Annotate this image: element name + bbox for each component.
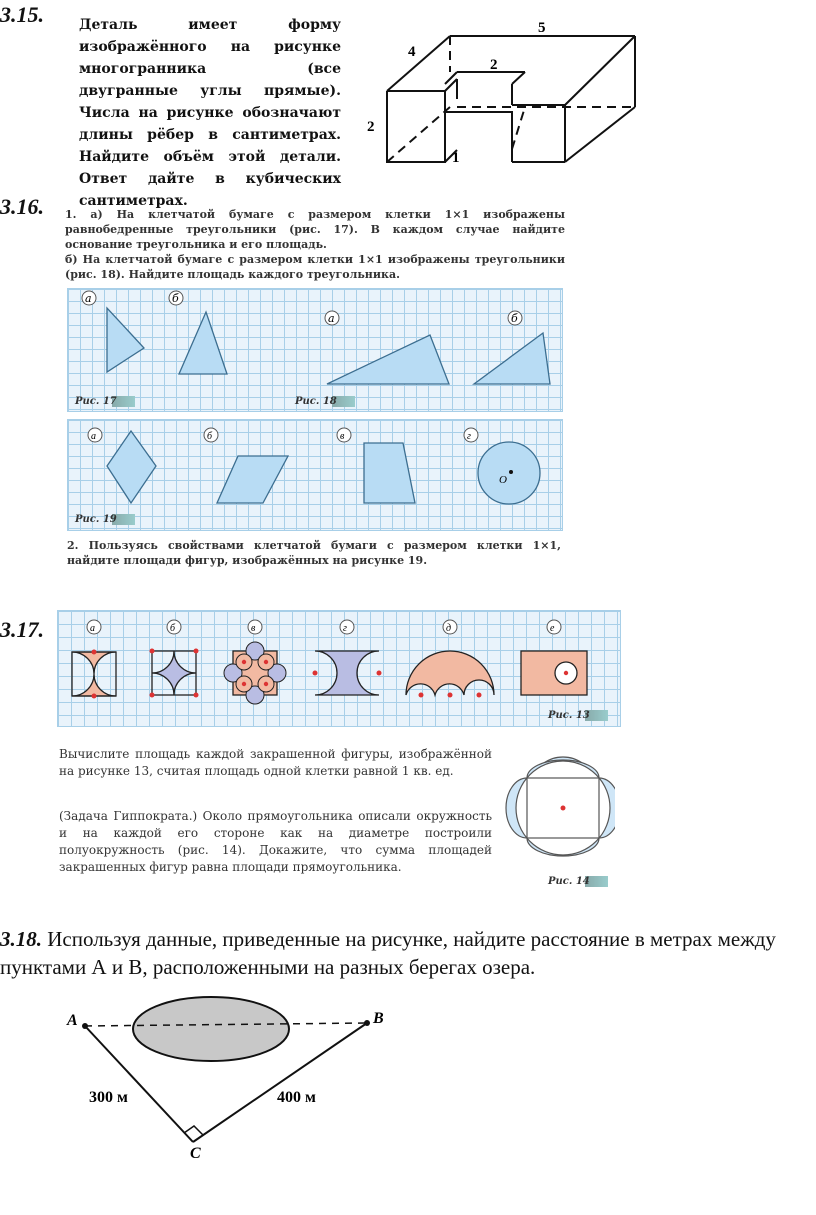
problem-number-315: 3.15. [0, 2, 44, 27]
point-a-label: A [67, 1012, 78, 1029]
label-19v: в [340, 431, 345, 442]
label-point-o: O [499, 474, 507, 486]
label-13v: в [251, 623, 256, 634]
edge-label-5: 5 [538, 20, 546, 36]
label-19g: г [467, 431, 471, 442]
problem-number-316: 3.16. [0, 194, 44, 219]
caption-fig-18: Рис. 18 [295, 396, 355, 407]
fig-19-shapes [67, 419, 561, 529]
polyhedron-figure [360, 14, 660, 174]
edge-label-2-top: 2 [490, 57, 498, 73]
task-1-text: 1. а) На клетчатой бумаге с размером клетки 1×1 изображены равнобедренные треугольники (рис. 17). В каждом случае найдите основание треугольника и его площадь. б) На клетчатой бумаге с размером клетки 1×1 изображены треугольники (рис. 18). Найдите площадь каждого треугольника. [65, 208, 565, 281]
label-17b: б [172, 292, 179, 305]
fig-13-shapes [57, 610, 619, 725]
caption-fig-13: Рис. 13 [548, 710, 608, 721]
label-18b: б [511, 312, 518, 325]
fig-14-hippocrates [505, 740, 615, 875]
point-c-label: C [190, 1145, 201, 1162]
problem-318-text: Используя данные, приведенные на рисунке, найдите расстояние в метрах между пунктами А и В, расположенными на разных берегах озера. [0, 927, 776, 979]
problem-318 [0, 925, 816, 981]
problem-315-text: Деталь имеет форму изображённого на рисунке многогранника (все двугранные углы прямые). Числа на рисунке обозначают длины рёбер в сантиметрах. Найдите объём этой детали. Ответ дайте в кубических сантиметрах. [79, 17, 341, 209]
label-19a: а [91, 431, 96, 442]
problem-317-text-2: (Задача Гиппократа.) Около прямоугольника описали окружность и на каждой его стороне как на диаметре построили полуокружность (рис. 14). Докажите, что сумма площадей закрашенных фигур равна площади прямоугольника. [59, 809, 492, 874]
side-bc-label: 400 м [277, 1089, 316, 1106]
caption-fig-14: Рис. 14 [548, 876, 608, 887]
problem-number-318: 3.18. [0, 927, 42, 951]
label-13d: д [446, 623, 452, 634]
label-13a: а [90, 623, 95, 634]
caption-fig-17: Рис. 17 [75, 396, 135, 407]
label-13b: б [170, 623, 176, 634]
side-ac-label: 300 м [89, 1089, 128, 1106]
edge-label-1: 1 [452, 150, 460, 166]
fig-17-18-shapes [67, 288, 561, 410]
point-b-label: B [373, 1010, 384, 1027]
label-18a: а [328, 312, 335, 325]
task-2-text: 2. Пользуясь свойствами клетчатой бумаги с размером клетки 1×1, найдите площади фигур, изображённых на рисунке 19. [67, 539, 561, 567]
problem-317-text-1: Вычислите площадь каждой закрашенной фигуры, изображённой на рисунке 13, считая площадь одной клетки равной 1 кв. ед. [59, 747, 492, 778]
caption-fig-19: Рис. 19 [75, 514, 135, 525]
label-13e: е [550, 623, 555, 634]
label-19b: б [207, 431, 213, 442]
label-17a: а [85, 292, 92, 305]
problem-number-317: 3.17. [0, 617, 44, 642]
label-13g: г [343, 623, 347, 634]
edge-label-2-left: 2 [367, 119, 375, 135]
edge-label-4: 4 [408, 44, 416, 60]
lake-triangle-figure [60, 995, 400, 1170]
